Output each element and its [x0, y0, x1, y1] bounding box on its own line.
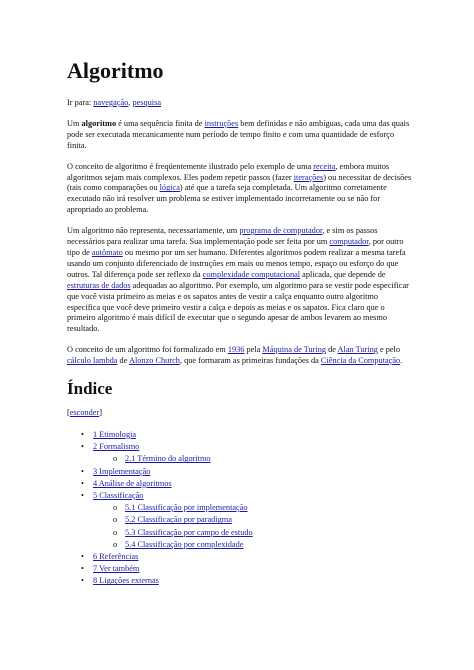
toc-item — [81, 429, 412, 441]
toc-link-classificacao-por-implementacao[interactable]: 5.1 Classificação por implementação — [125, 503, 248, 513]
bullet-icon: • — [81, 576, 84, 586]
toc-item — [81, 466, 412, 478]
link-ciencia-da-computacao[interactable]: Ciência da Computação — [320, 356, 401, 366]
link-calculo-lambda[interactable]: cálculo lambda — [67, 356, 118, 366]
paragraph-concept — [67, 162, 412, 217]
text: ou mesmo por um ser humano. Diferentes algoritmos podem realizar a mesma tarefa usando um conjunto diferenciado de instruções em mais ou menos tempo, espaço ou esforço do que outros. Tal diferença pode ser reflexo da — [67, 247, 406, 279]
toc-subitem — [113, 527, 412, 539]
text: adequadas ao algoritmo. Por exemplo, um algoritmo para se vestir pode especificar que você vista primeiro as meias e os sapatos antes de vestir a calça enquanto outro algoritmo especifica que você deve primeiro vestir a calça e depois as meias e os sapatos. Fica claro que o primeiro algoritmo é mais difícil de executar que o segundo apesar de ambos levarem ao mesmo resultado. — [67, 280, 409, 334]
text: Um algoritmo não representa, necessariamente, um — [67, 226, 240, 236]
toc-item — [81, 576, 412, 587]
text: bem definidas e não ambíguas, cada uma das quais pode ser executada mecanicamente num período de tempo finito e com uma quantidade de esforço finita. — [67, 118, 410, 150]
text: aplicada, que depende de — [300, 269, 386, 279]
bullet-icon: • — [81, 442, 84, 452]
link-programa-de-computador[interactable]: programa de computador — [239, 226, 323, 236]
text: é uma sequência finita de — [116, 118, 205, 128]
toc-item — [81, 442, 412, 453]
text: , embora muitos algoritmos sejam mais complexos. Eles podem repetir passos (fazer — [67, 161, 390, 182]
toc-link-formalismo[interactable]: 2 Formalismo — [93, 442, 140, 452]
link-complexidade-computacional[interactable]: complexidade computacional — [202, 269, 301, 279]
link-alan-turing[interactable]: Alan Turing — [337, 345, 378, 355]
circle-bullet-icon: o — [113, 539, 118, 549]
text: , e sim os passos necessários para realizar uma tarefa. Sua implementação pode ser feita por um — [67, 226, 378, 247]
jump-nav-separator: , — [128, 98, 133, 107]
link-receita[interactable]: receita — [313, 161, 336, 171]
toc-link-implementacao[interactable]: 3 Implementação — [93, 466, 151, 476]
jump-nav-prefix: Ir para: — [67, 98, 94, 107]
text: de — [117, 356, 129, 366]
bullet-icon: • — [81, 551, 84, 561]
toc-link-ver-tambem[interactable]: 7 Ver também — [93, 564, 140, 574]
link-instrucoes[interactable]: instruções — [204, 118, 239, 128]
bullet-icon: • — [81, 429, 84, 439]
text: Um — [67, 118, 82, 128]
toc-item — [81, 551, 412, 563]
toc-item — [81, 564, 412, 575]
bullet-icon: • — [81, 564, 84, 574]
link-estruturas-de-dados[interactable]: estruturas de dados — [67, 280, 131, 290]
toc-link-termino-do-algoritmo[interactable]: 2.1 Término do algoritmo — [125, 454, 211, 464]
toc-link-classificacao[interactable]: 5 Classificação — [93, 490, 144, 500]
toc-link-ligacoes-externas[interactable]: 8 Ligações externas — [93, 576, 159, 586]
toc-subitem — [113, 515, 412, 526]
text: e pelo — [377, 345, 401, 355]
toc-link-classificacao-por-paradigma[interactable]: 5.2 Classificação por paradigma — [125, 515, 232, 525]
toc-link-analise-de-algoritmos[interactable]: 4 Análise de algoritmos — [93, 478, 172, 488]
toc-heading: Índice — [67, 379, 113, 399]
text: . — [400, 356, 403, 366]
toggle-bracket-close: ] — [99, 408, 103, 418]
link-iteracoes[interactable]: iterações — [293, 172, 324, 182]
toc-subitem — [113, 454, 412, 465]
toc-toggle — [67, 408, 412, 419]
article-content — [67, 58, 412, 589]
toc-item — [81, 478, 412, 490]
search-link[interactable]: pesquisa — [132, 98, 162, 107]
link-alonzo-church[interactable]: Alonzo Church — [128, 356, 180, 366]
paragraph-definition — [67, 119, 412, 152]
text: , por outro tipo de — [67, 237, 404, 257]
text: pela — [244, 345, 263, 355]
jump-nav — [67, 98, 412, 109]
text: ) até que a tarefa seja completada. Um algoritmo corretamente executado não irá resolver um problema se estiver implementado incorretamente ou se não for apropriado ao problema. — [67, 183, 387, 215]
circle-bullet-icon: o — [113, 515, 118, 525]
toggle-bracket-open: [ — [67, 408, 70, 418]
toc-link-classificacao-por-complexidade[interactable]: 5.4 Classificação por complexidade — [125, 539, 244, 549]
hide-toc-link[interactable]: esconder — [69, 408, 100, 418]
paragraph-implementation — [67, 226, 412, 335]
link-computador[interactable]: computador — [329, 237, 369, 247]
toc-link-referencias[interactable]: 6 Referências — [93, 551, 139, 561]
circle-bullet-icon: o — [113, 503, 118, 513]
navigation-link[interactable]: navegação — [93, 98, 129, 107]
bullet-icon: • — [81, 478, 84, 488]
page-title: Algoritmo — [67, 58, 164, 83]
toc-link-etimologia[interactable]: 1 Etimologia — [93, 429, 137, 439]
toc-list — [67, 430, 412, 587]
toc-subitem — [113, 503, 412, 514]
text: O conceito de algoritmo é freqüentemente ilustrado pelo exemplo de uma — [67, 161, 314, 171]
toc-link-classificacao-por-campo-de-estudo[interactable]: 5.3 Classificação por campo de estudo — [125, 527, 253, 537]
link-automato[interactable]: autômato — [91, 247, 123, 257]
bullet-icon: • — [81, 466, 84, 476]
text: , que formaram as primeiras fundações da — [179, 356, 321, 366]
bold-term: algoritmo — [81, 118, 117, 128]
link-logica[interactable]: lógica — [159, 183, 180, 193]
toc-item — [81, 490, 412, 502]
text: O conceito de um algoritmo foi formalizado em — [67, 345, 228, 355]
text: de — [326, 345, 338, 355]
paragraph-history — [67, 345, 412, 367]
circle-bullet-icon: o — [113, 527, 118, 537]
text: ) ou necessitar de decisões (tais como comparações ou — [67, 172, 412, 193]
link-maquina-de-turing[interactable]: Máquina de Turing — [262, 345, 327, 355]
bullet-icon: • — [81, 490, 84, 500]
toc-subitem — [113, 539, 412, 551]
circle-bullet-icon: o — [113, 454, 118, 464]
link-1936[interactable]: 1936 — [227, 345, 245, 355]
